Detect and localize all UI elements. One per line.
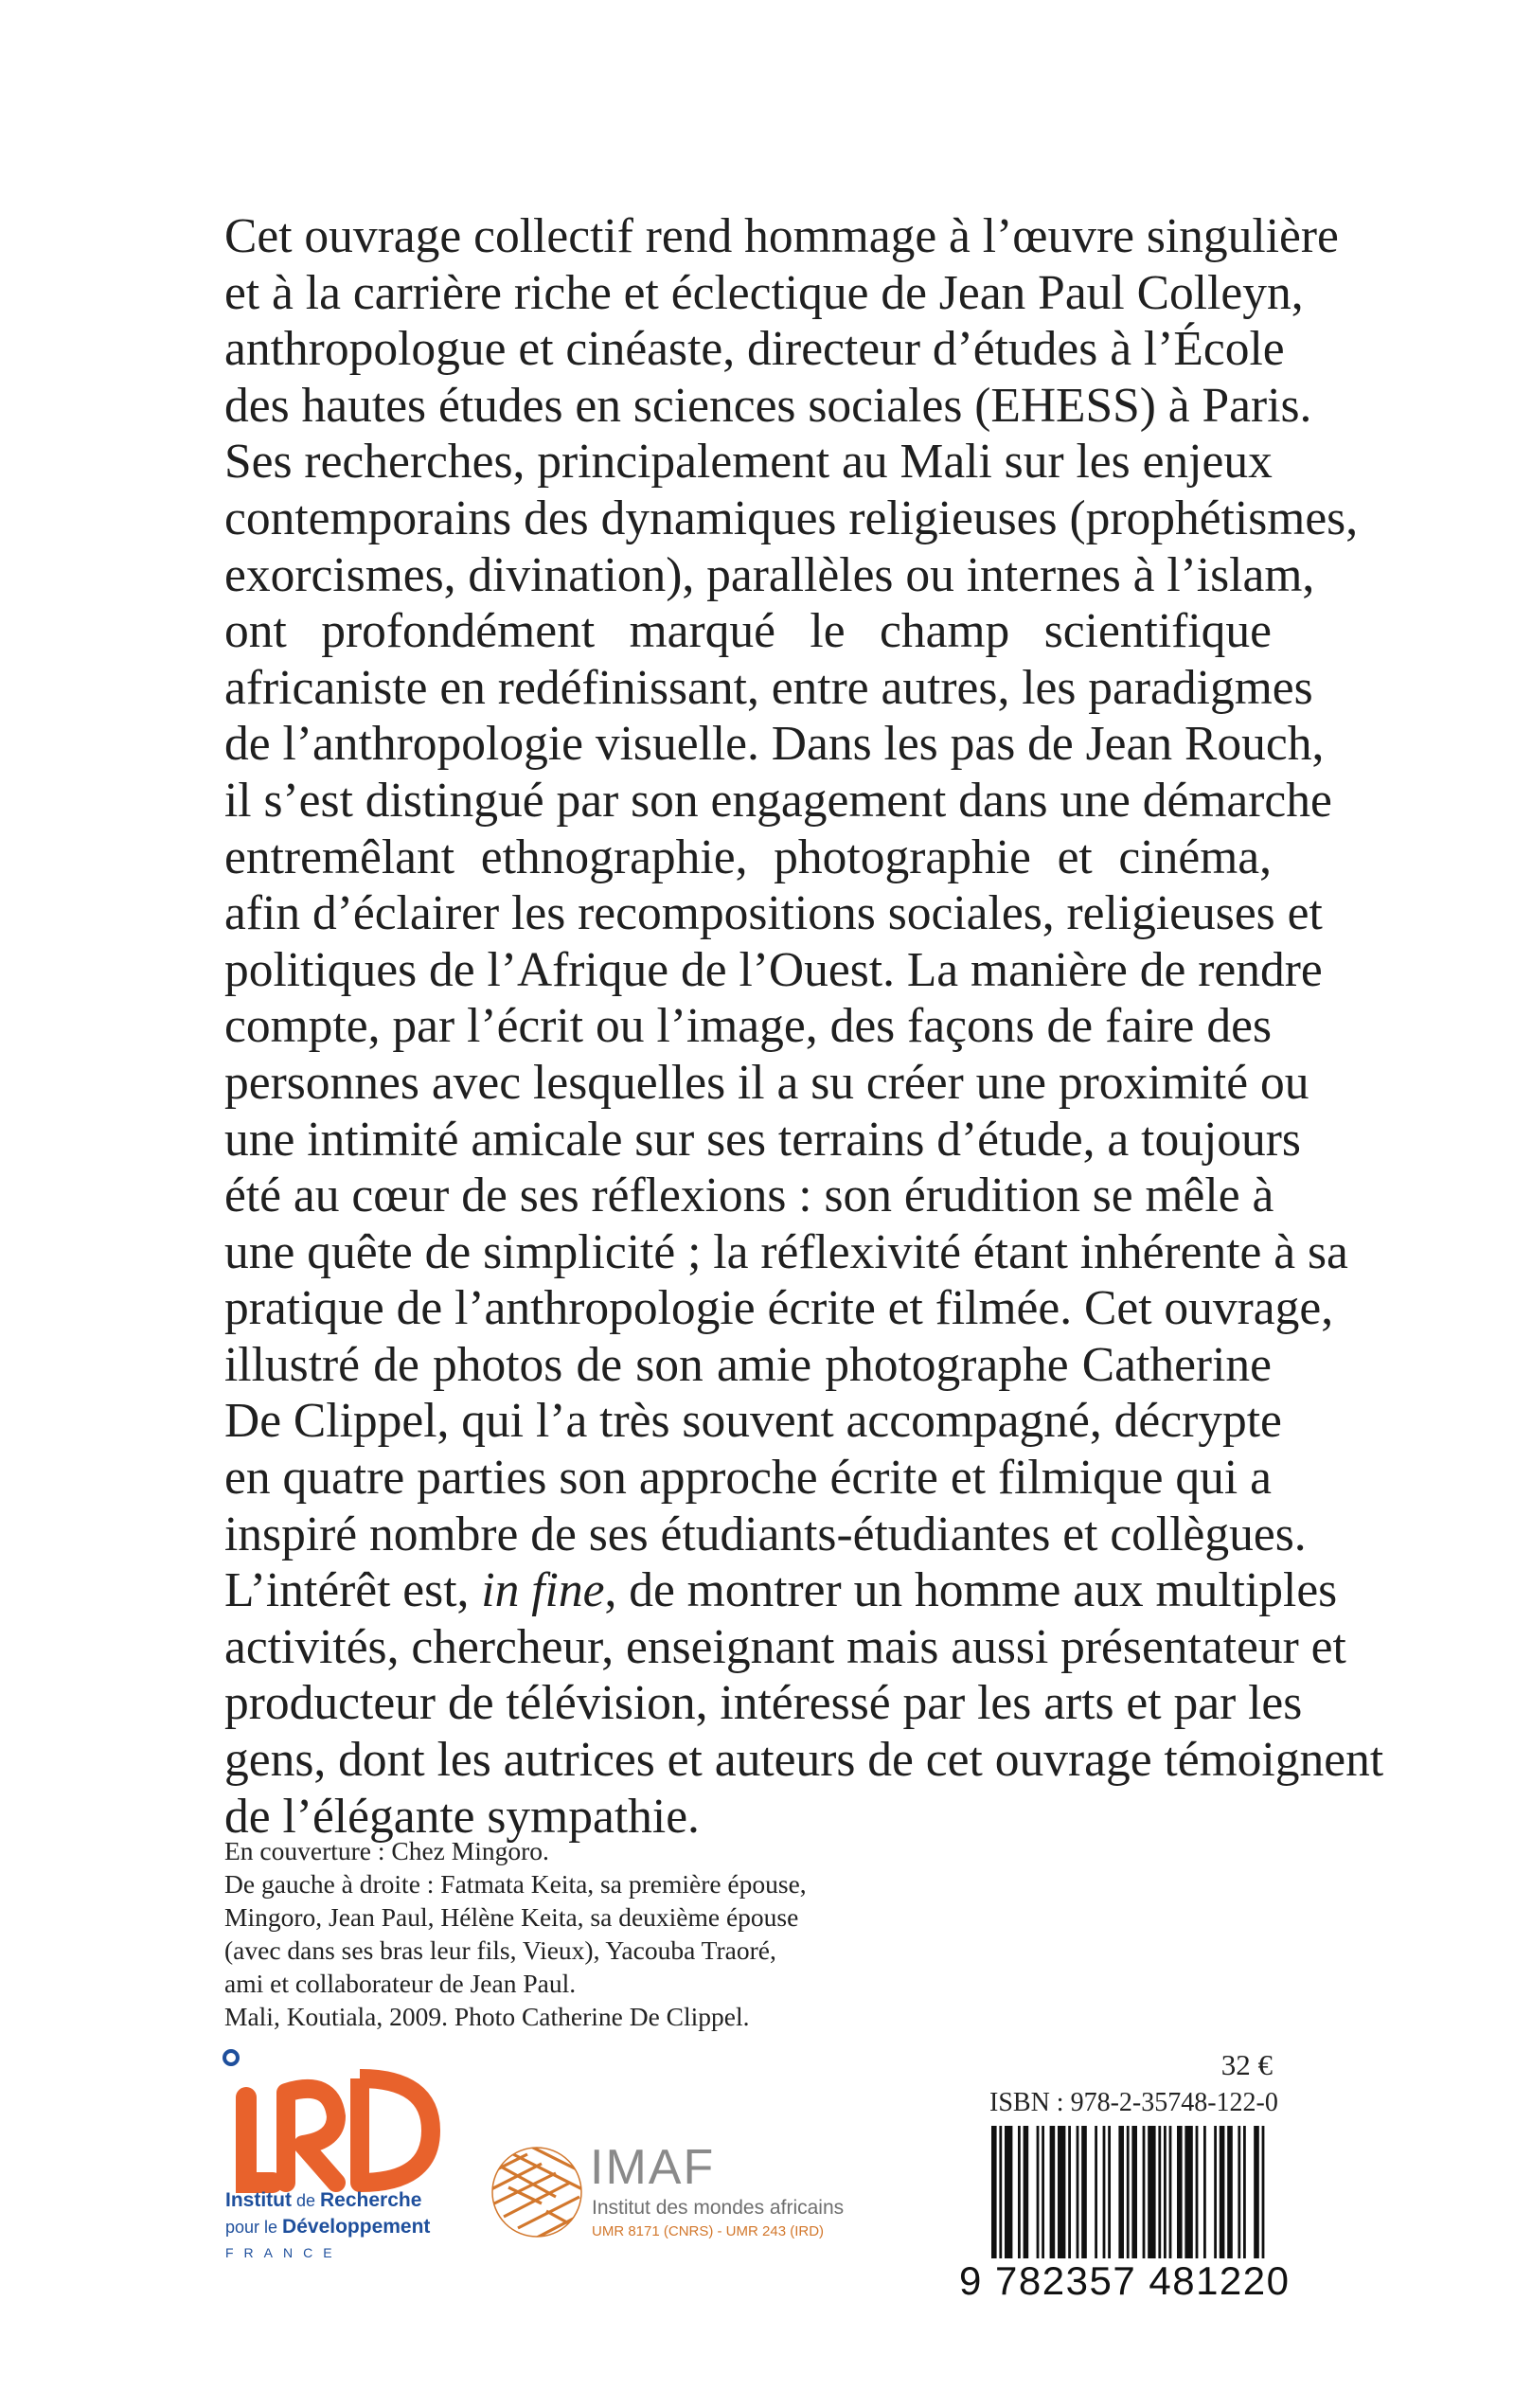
- blurb-line: et à la carrière riche et éclectique de Jean Paul Colleyn,: [224, 265, 1304, 320]
- blurb-line: contemporains des dynamiques religieuses (prophétismes,: [224, 491, 1359, 545]
- ird-logo: [218, 2041, 445, 2202]
- ird-word: de: [291, 2191, 321, 2210]
- caption-line: De gauche à droite : Fatmata Keita, sa première épouse,: [224, 1869, 807, 1899]
- caption-line: En couverture : Chez Mingoro.: [224, 1836, 549, 1865]
- blurb-paragraph: [224, 208, 1384, 1845]
- blurb-line: en quatre parties son approche écrite et filmique qui a: [224, 1451, 1272, 1506]
- barcode-bar: [1037, 2126, 1040, 2258]
- price: 32 €: [1220, 2048, 1273, 2081]
- blurb-italic: in fine: [481, 1563, 605, 1618]
- barcode-bar: [1024, 2126, 1029, 2258]
- ird-word: Institut: [225, 2189, 292, 2211]
- blurb-line: ont profondément marqué le champ scientifique: [224, 604, 1272, 659]
- cover-photo-caption: [224, 1834, 1077, 2033]
- blurb-line: Cet ouvrage collectif rend hommage à l’œuvre singulière: [224, 209, 1339, 263]
- blurb-line: de l’anthropologie visuelle. Dans les pas de Jean Rouch,: [224, 717, 1325, 772]
- blurb-line: inspiré nombre de ses étudiants-étudiantes et collègues.: [224, 1507, 1307, 1561]
- barcode-bar: [1108, 2126, 1111, 2258]
- barcode-bar: [1158, 2126, 1161, 2258]
- barcode-bar: [1220, 2126, 1225, 2258]
- imaf-logo-mark-icon: [490, 2145, 584, 2239]
- blurb-line: producteur de télévision, intéressé par les arts et par les: [224, 1676, 1303, 1731]
- barcode-bar: [1018, 2126, 1021, 2258]
- blurb-line: politiques de l’Afrique de l’Ouest. La manière de rendre: [224, 942, 1323, 997]
- barcode-bar: [1118, 2126, 1124, 2258]
- barcode-bar: [1184, 2126, 1192, 2258]
- blurb-line: de l’élégante sympathie.: [224, 1789, 700, 1844]
- barcode-bar: [1164, 2126, 1167, 2258]
- blurb-line: africaniste en redéfinissant, entre autres, les paradigmes: [224, 660, 1313, 715]
- blurb-line: anthropologue et cinéaste, directeur d’études à l’École: [224, 322, 1285, 377]
- barcode-bar: [1081, 2126, 1087, 2258]
- barcode-bar: [1148, 2126, 1155, 2258]
- blurb-line: gens, dont les autrices et auteurs de cet ouvrage témoignent: [224, 1733, 1384, 1788]
- barcode-bar: [1143, 2126, 1146, 2258]
- barcode-bar: [991, 2126, 997, 2258]
- ird-word: Développement: [282, 2216, 431, 2238]
- barcode-bar: [1077, 2126, 1079, 2258]
- barcode-bar: [1103, 2126, 1106, 2258]
- blurb-line: été au cœur de ses réflexions : son érudition se mêle à: [224, 1168, 1274, 1223]
- blurb-line: entremêlant ethnographie, photographie et cinéma,: [224, 829, 1272, 884]
- blurb-line: illustré de photos de son amie photographe Catherine: [224, 1337, 1272, 1392]
- ird-dot-icon: [224, 2051, 238, 2064]
- barcode-bar: [1238, 2126, 1240, 2258]
- blurb-line: des hautes études en sciences sociales (EHESS) à Paris.: [224, 378, 1312, 433]
- blurb-line: L’intérêt est, in fine, de montrer un homme aux multiples: [224, 1563, 1338, 1618]
- blurb-line: activités, chercheur, enseignant mais aussi présentateur et: [224, 1619, 1346, 1674]
- barcode-digits: 9 782357 481220: [959, 2258, 1291, 2303]
- barcode-bar: [1058, 2126, 1065, 2258]
- caption-line: (avec dans ses bras leur fils, Vieux), Yacouba Traoré,: [224, 1935, 776, 1965]
- ird-letter-d: [360, 2078, 431, 2183]
- blurb-line: compte, par l’écrit ou l’image, des façons de faire des: [224, 999, 1272, 1054]
- blurb-line: personnes avec lesquelles il a su créer une proximité ou: [224, 1055, 1309, 1110]
- ird-name: [225, 2187, 472, 2266]
- caption-line: ami et collaborateur de Jean Paul.: [224, 1969, 577, 1998]
- ird-country: FRANCE: [225, 2245, 343, 2260]
- barcode-bar: [1131, 2126, 1137, 2258]
- caption-line: Mali, Koutiala, 2009. Photo Catherine De Clippel.: [224, 2002, 750, 2031]
- blurb-line: une quête de simplicité ; la réflexivité étant inhérente à sa: [224, 1224, 1348, 1279]
- blurb-line: Ses recherches, principalement au Mali sur les enjeux: [224, 435, 1273, 490]
- barcode-bar: [1042, 2126, 1044, 2258]
- barcode-bar: [1127, 2126, 1130, 2258]
- ird-word: Recherche: [320, 2189, 422, 2211]
- imaf-units: UMR 8171 (CNRS) - UMR 243 (IRD): [592, 2223, 825, 2239]
- blurb-line: une intimité amicale sur ses terrains d’étude, a toujours: [224, 1112, 1301, 1167]
- blurb-line: De Clippel, qui l’a très souvent accompagné, décrypte: [224, 1394, 1282, 1449]
- barcode-bar: [1262, 2126, 1265, 2258]
- barcode-bar: [1169, 2126, 1172, 2258]
- barcode-bar: [1177, 2126, 1183, 2258]
- barcode-bar: [1254, 2126, 1259, 2258]
- caption-line: Mingoro, Jean Paul, Hélène Keita, sa deuxième épouse: [224, 1902, 799, 1932]
- barcode-bar: [1214, 2126, 1217, 2258]
- barcode-bar: [1050, 2126, 1056, 2258]
- blurb-line: il s’est distingué par son engagement dans une démarche: [224, 773, 1332, 828]
- ird-logo-letters: IRD: [218, 2041, 220, 2042]
- barcode-bar: [1005, 2126, 1012, 2258]
- imaf-subtitle: Institut des mondes africains: [592, 2197, 845, 2219]
- barcode-bar: [1095, 2126, 1097, 2258]
- ird-letter-i: [246, 2097, 273, 2183]
- back-cover-blurb: [224, 208, 1384, 1845]
- barcode-bar: [1243, 2126, 1246, 2258]
- imaf-name: IMAF: [590, 2140, 716, 2195]
- ird-letter-r: [286, 2089, 336, 2183]
- barcode-bar: [1196, 2126, 1199, 2258]
- isbn: ISBN : 978-2-35748-122-0: [989, 2088, 1278, 2117]
- barcode-bar: [999, 2126, 1002, 2258]
- barcode-bar: [1203, 2126, 1206, 2258]
- blurb-line: pratique de l’anthropologie écrite et filmée. Cet ouvrage,: [224, 1281, 1334, 1336]
- blurb-line: exorcismes, divination), parallèles ou internes à l’islam,: [224, 547, 1315, 602]
- barcode-bar: [1227, 2126, 1233, 2258]
- ird-word: pour le: [225, 2218, 283, 2237]
- blurb-line: afin d’éclairer les recompositions sociales, religieuses et: [224, 886, 1323, 941]
- barcode-bar: [1068, 2126, 1071, 2258]
